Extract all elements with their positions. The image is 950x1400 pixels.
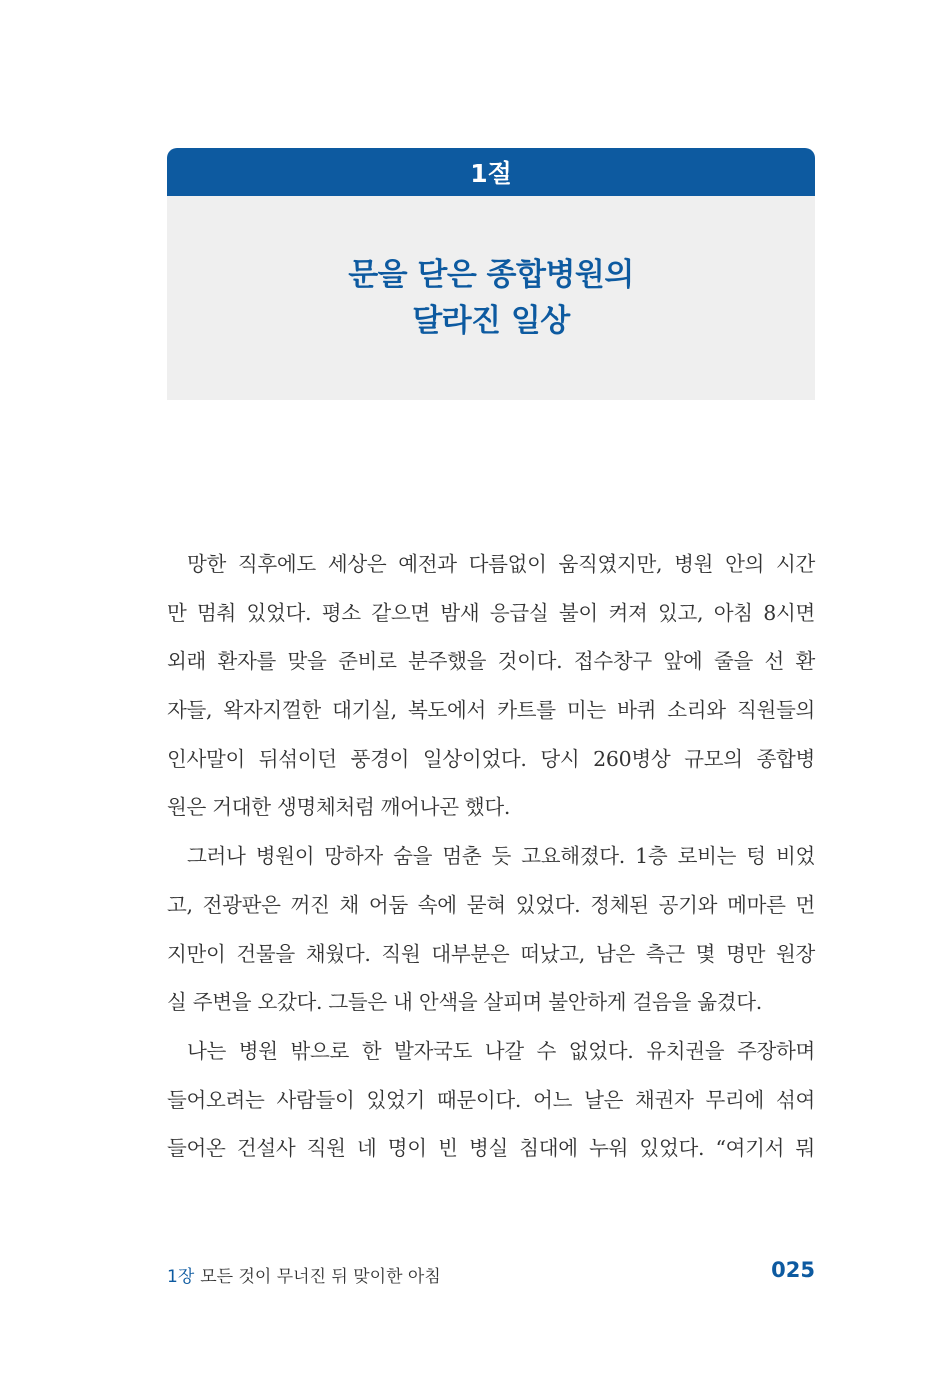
- section-header: [167, 148, 815, 196]
- text-line: 인사말이 뒤섞이던 풍경이 일상이었다. 당시 260병상 규모의 종합병: [167, 746, 815, 771]
- text-line: 만 멈춰 있었다. 평소 같으면 밤새 응급실 불이 켜져 있고, 아침 8시면: [167, 600, 815, 625]
- section-title-line-2: 달라진 일상: [412, 303, 570, 339]
- paragraph-1: [167, 540, 815, 832]
- text-line: 지만이 건물을 채웠다. 직원 대부분은 떠났고, 남은 측근 몇 명만 원장: [167, 941, 815, 966]
- paragraph-3: [167, 1027, 815, 1173]
- page-number: 025: [771, 1258, 815, 1282]
- text-line: 실 주변을 오갔다. 그들은 내 안색을 살피며 불안하게 걸음을 옮겼다.: [167, 990, 762, 1015]
- paragraph-2: [167, 832, 815, 1027]
- section-label: 1절: [470, 159, 512, 188]
- text-line: 고, 전광판은 꺼진 채 어둠 속에 묻혀 있었다. 정체된 공기와 메마른 먼: [167, 892, 815, 917]
- section-title-box: [167, 196, 815, 400]
- text-line: 나는 병원 밖으로 한 발자국도 나갈 수 없었다. 유치권을 주장하며: [187, 1038, 815, 1063]
- footer-chapter: [167, 1262, 441, 1287]
- text-line: 들어오려는 사람들이 있었기 때문이다. 어느 날은 채권자 무리에 섞여: [167, 1087, 815, 1112]
- text-line: 들어온 건설사 직원 네 명이 빈 병실 침대에 누워 있었다. “여기서 뭐: [167, 1136, 815, 1161]
- text-line: 자들, 왁자지껄한 대기실, 복도에서 카트를 미는 바퀴 소리와 직원들의: [167, 698, 815, 723]
- section-title-line-1: 문을 닫은 종합병원의: [348, 257, 634, 293]
- body-text: [167, 540, 815, 1173]
- text-line: 원은 거대한 생명체처럼 깨어나곤 했다.: [167, 795, 511, 820]
- text-line: 망한 직후에도 세상은 예전과 다름없이 움직였지만, 병원 안의 시간: [187, 552, 815, 576]
- text-line: 그러나 병원이 망하자 숨을 멈춘 듯 고요해졌다. 1층 로비는 텅 비었: [187, 844, 815, 869]
- chapter-title: 모든 것이 무너진 뒤 맞이한 아침: [200, 1267, 441, 1287]
- chapter-number: 1장: [167, 1267, 195, 1287]
- text-line: 외래 환자를 맞을 준비로 분주했을 것이다. 접수창구 앞에 줄을 선 환: [167, 649, 815, 674]
